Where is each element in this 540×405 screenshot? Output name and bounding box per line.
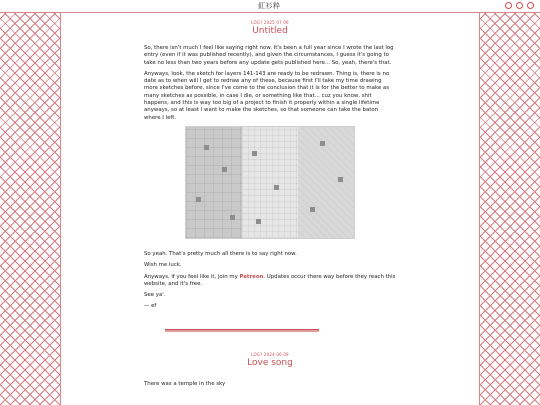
circle-button-2[interactable]	[516, 2, 523, 9]
sketch-layer-141	[186, 127, 242, 238]
window-controls	[505, 2, 534, 9]
entry-divider	[165, 329, 319, 332]
entry-body	[144, 45, 396, 122]
next-entry-header	[61, 352, 479, 368]
right-pattern-panel	[479, 13, 540, 405]
circle-button-3[interactable]	[527, 2, 534, 9]
entry-log-id: LOG? 2025 07 09	[251, 20, 289, 25]
paragraph-patreon	[144, 274, 396, 289]
closing: See ya'.	[144, 292, 166, 299]
next-entry-title: Love song	[247, 357, 293, 368]
paragraph-3: So yeah. That's pretty much all there is to say right now.	[144, 250, 297, 257]
top-bar	[0, 0, 540, 13]
signature: — ef	[144, 303, 157, 310]
patreon-pre: Anyways, if you feel like it, join my	[144, 273, 240, 280]
log-content	[61, 13, 479, 405]
patreon-post: . Updates occur there way before they reach this website, and it's free.	[144, 273, 396, 287]
sketch-layer-143	[298, 127, 354, 238]
site-logo[interactable]: 釭衫粋	[258, 2, 281, 10]
left-pattern-panel	[0, 13, 61, 405]
patreon-link[interactable]: Patreon	[239, 273, 264, 280]
entry-body-after-image	[144, 251, 396, 311]
sketch-layer-142	[242, 127, 298, 238]
next-entry-first-line: There was a temple in the sky	[144, 380, 226, 387]
entry-title: Untitled	[252, 26, 288, 36]
paragraph-4: Wish me luck.	[144, 262, 182, 269]
circle-button-1[interactable]	[505, 2, 512, 9]
next-entry-log-id: LOG? 2024 06 09	[251, 351, 289, 357]
paragraph-2: Anyways, look, the sketch for layers 141-143 are ready to be redrawn. Thing is, there is no date as to when will I get to redraw any of these, because first I'll take my time drawing more sketches before, since I've come to the conclusion that it is for the better to make as many sketches as possible, in case I die, or something like that... cuz you know, shit happens, and this is way too big of a project to finish it properly within a single lifetime anyways, so at least I want to make the sketches, so that someone can take the baton where I left.	[144, 70, 390, 121]
sketch-image[interactable]	[185, 126, 355, 239]
entry-header	[61, 20, 479, 36]
paragraph-1: So, there isn't much I feel like saying right now. It's been a full year since I wrote the last log entry (even if it was published recently), and given the circumstances, I guess it's going to take no less than two years before any update gets published here... So, yeah, there's that.	[144, 45, 394, 66]
